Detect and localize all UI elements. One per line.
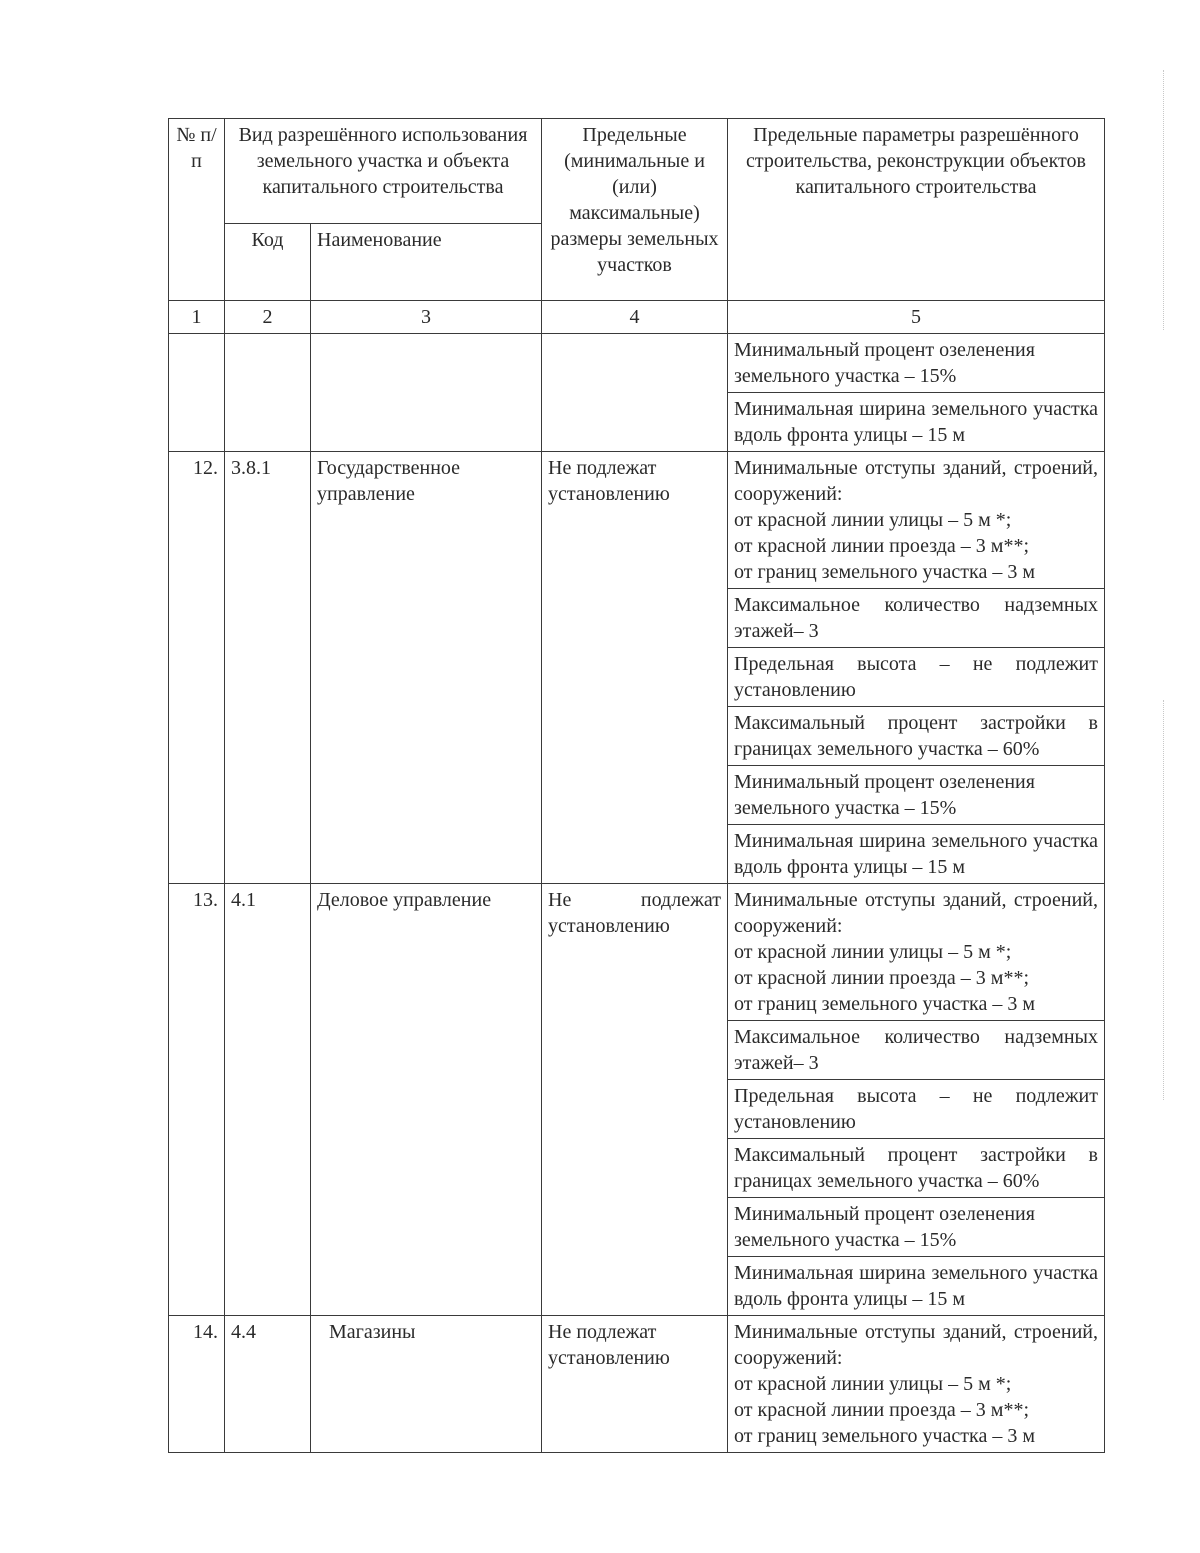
- param-cell: Минимальный процент озеленения земельного участка – 15%: [728, 334, 1105, 393]
- setback-passage: от красной линии проезда – 3 м**;: [734, 967, 1030, 989]
- table-row: [169, 452, 1105, 589]
- col-number: 3: [311, 301, 542, 334]
- row-code: 4.1: [225, 884, 311, 1316]
- param-cell: Предельная высота – не подлежит установлению: [728, 1080, 1105, 1139]
- row-plot-size: Не подлежат установлению: [542, 452, 728, 884]
- table-row: [169, 1316, 1105, 1453]
- header-use-type: Вид разрешённого использования земельного участка и объекта капитального строительства: [225, 119, 542, 224]
- setback-street: от красной линии улицы – 5 м *;: [734, 509, 1012, 531]
- setback-border: от границ земельного участка – 3 м: [734, 1425, 1035, 1447]
- setback-passage: от красной линии проезда – 3 м**;: [734, 1399, 1030, 1421]
- param-cell: Минимальная ширина земельного участка вдоль фронта улицы – 15 м: [728, 393, 1105, 452]
- col-number: 4: [542, 301, 728, 334]
- param-cell: Максимальное количество надземных этажей– 3: [728, 1021, 1105, 1080]
- setback-border: от границ земельного участка – 3 м: [734, 993, 1035, 1015]
- land-use-table: [168, 118, 1105, 1453]
- scan-edge-line: [1163, 70, 1164, 330]
- param-cell: Минимальная ширина земельного участка вдоль фронта улицы – 15 м: [728, 1257, 1105, 1316]
- row-name: Деловое управление: [311, 884, 542, 1316]
- col-number: 5: [728, 301, 1105, 334]
- col-number: 1: [169, 301, 225, 334]
- header-name: Наименование: [311, 224, 542, 301]
- scan-edge-line: [1163, 700, 1164, 1100]
- param-cell: Минимальный процент озеленения земельного участка – 15%: [728, 1198, 1105, 1257]
- header-build-params: Предельные параметры разрешённого строительства, реконструкции объектов капитального строительства: [728, 119, 1105, 301]
- setback-border: от границ земельного участка – 3 м: [734, 561, 1035, 583]
- param-cell: Предельная высота – не подлежит установлению: [728, 648, 1105, 707]
- setbacks-title: Минимальные отступы зданий, строений, сооружений:: [734, 457, 1098, 505]
- row-number: 14.: [169, 1316, 225, 1453]
- column-number-row: [169, 301, 1105, 334]
- col-number: 2: [225, 301, 311, 334]
- param-cell: Максимальный процент застройки в границах земельного участка – 60%: [728, 707, 1105, 766]
- row-name: Государственное управление: [311, 452, 542, 884]
- row-plot-size: Не подлежат установлению: [542, 1316, 728, 1453]
- row-number: 12.: [169, 452, 225, 884]
- setbacks-title: Минимальные отступы зданий, строений, сооружений:: [734, 889, 1098, 937]
- row-code: 3.8.1: [225, 452, 311, 884]
- param-cell: Минимальная ширина земельного участка вдоль фронта улицы – 15 м: [728, 825, 1105, 884]
- row-code: 4.4: [225, 1316, 311, 1453]
- row-number: 13.: [169, 884, 225, 1316]
- setback-street: от красной линии улицы – 5 м *;: [734, 941, 1012, 963]
- setbacks-cell: [728, 1316, 1105, 1453]
- param-cell: Максимальное количество надземных этажей– 3: [728, 589, 1105, 648]
- table-row: [169, 884, 1105, 1021]
- row-plot-size: Не подлежат установлению: [542, 884, 728, 1316]
- setback-passage: от красной линии проезда – 3 м**;: [734, 535, 1030, 557]
- setbacks-title: Минимальные отступы зданий, строений, сооружений:: [734, 1321, 1098, 1369]
- row-name: Магазины: [311, 1316, 542, 1453]
- table-row-continued: [169, 334, 1105, 393]
- header-plot-sizes: Предельные (минимальные и (или) максимальные) размеры земельных участков: [542, 119, 728, 301]
- setback-street: от красной линии улицы – 5 м *;: [734, 1373, 1012, 1395]
- header-code: Код: [225, 224, 311, 301]
- header-row: [169, 119, 1105, 224]
- header-num: № п/п: [169, 119, 225, 301]
- param-cell: Минимальный процент озеленения земельного участка – 15%: [728, 766, 1105, 825]
- setbacks-cell: [728, 884, 1105, 1021]
- setbacks-cell: [728, 452, 1105, 589]
- param-cell: Максимальный процент застройки в границах земельного участка – 60%: [728, 1139, 1105, 1198]
